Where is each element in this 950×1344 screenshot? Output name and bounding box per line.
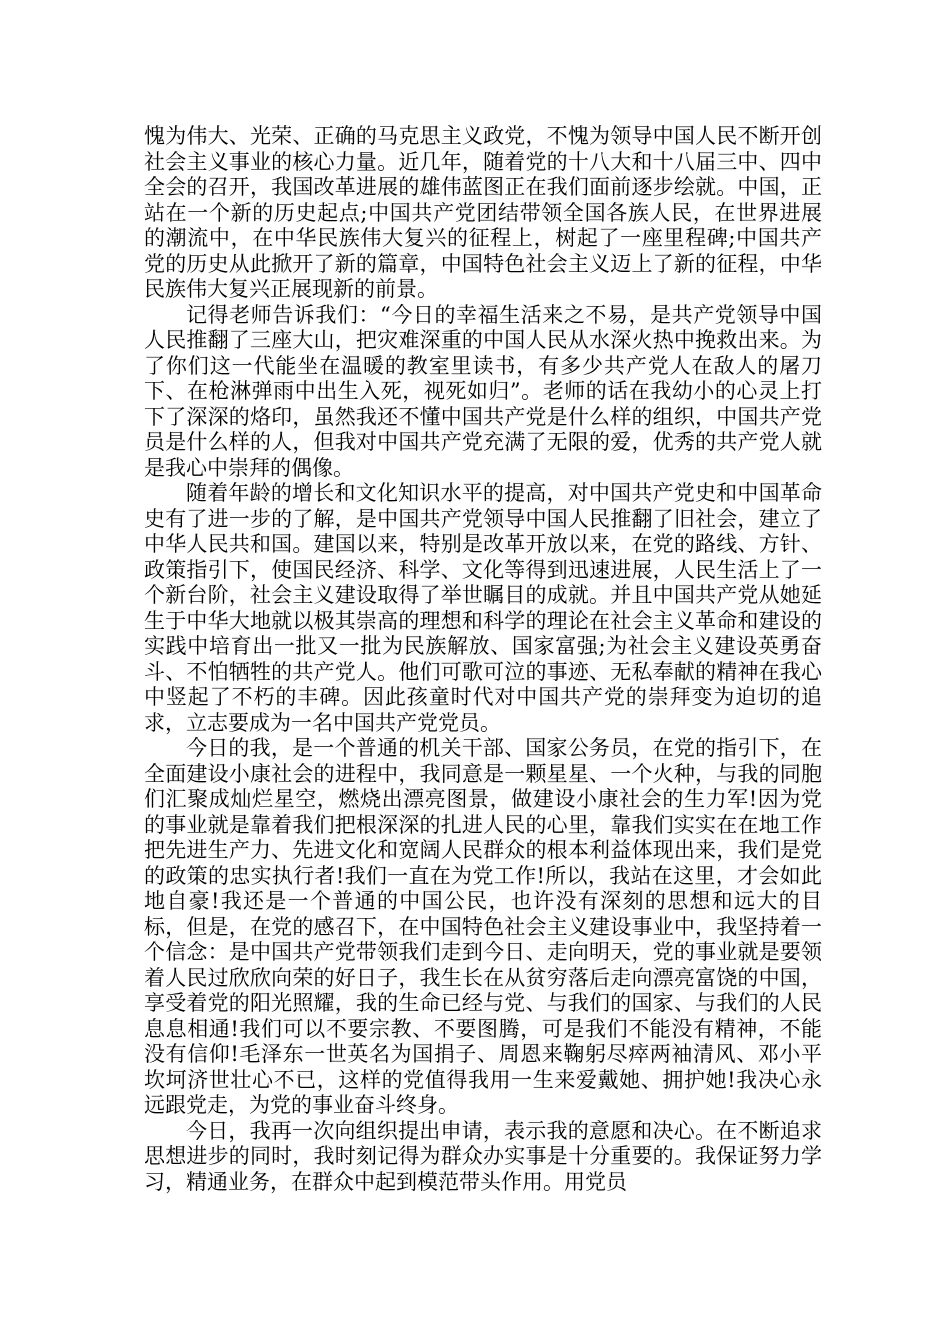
paragraph-2: 记得老师告诉我们：“今日的幸福生活来之不易，是共产党领导中国人民推翻了三座大山，把灾难深重的中国人民从水深火热中挽救出来。为了你们这一代能坐在温暖的教室里读书，有多少共产党人在敌人的屠刀下、在枪淋弹雨中出生入死，视死如归”。老师的话在我幼小的心灵上打下了深深的烙印，虽然我还不懂中国共产党是什么样的组织，中国共产党员是什么样的人，但我对中国共产党充满了无限的爱，优秀的共产党人就是我心中崇拜的偶像。 [144,302,822,480]
paragraph-4: 今日的我，是一个普通的机关干部、国家公务员，在党的指引下，在全面建设小康社会的进程中，我同意是一颗星星、一个火种，与我的同胞们汇聚成灿烂星空，燃烧出漂亮图景，做建设小康社会的生力军!因为党的事业就是靠着我们把根深深的扎进人民的心里，靠我们实实在在地工作把先进生产力、先进文化和宽阔人民群众的根本利益体现出来，我们是党的政策的忠实执行者!我们一直在为党工作!所以，我站在这里，才会如此地自豪!我还是一个普通的中国公民，也许没有深刻的思想和远大的目标，但是，在党的感召下，在中国特色社会主义建设事业中，我坚持着一个信念：是中国共产党带领我们走到今日、走向明天，党的事业就是要领着人民过欣欣向荣的好日子，我生长在从贫穷落后走向漂亮富饶的中国，享受着党的阳光照耀，我的生命已经与党、与我们的国家、与我们的人民息息相通!我们可以不要宗教、不要图腾，可是我们不能没有精神，不能没有信仰!毛泽东一世英名为国捐子、周恩来鞠躬尽瘁两袖清风、邓小平坎坷济世壮心不已，这样的党值得我用一生来爱戴她、拥护她!我决心永远跟党走，为党的事业奋斗终身。 [144,736,822,1117]
paragraph-3: 随着年龄的增长和文化知识水平的提高，对中国共产党史和中国革命史有了进一步的了解，是中国共产党领导中国人民推翻了旧社会，建立了中华人民共和国。建国以来，特别是改革开放以来，在党的路线、方针、政策指引下，使国民经济、科学、文化等得到迅速进展，人民生活上了一个新台阶，社会主义建设取得了举世瞩目的成就。并且中国共产党从她延生于中华大地就以极其崇高的理想和科学的理论在社会主义革命和建设的实践中培育出一批又一批为民族解放、国家富强;为社会主义建设英勇奋斗、不怕牺牲的共产党人。他们可歌可泣的事迹、无私奉献的精神在我心中竖起了不朽的丰碑。因此孩童时代对中国共产党的崇拜变为迫切的追求，立志要成为一名中国共产党党员。 [144,481,822,735]
document-body [144,124,822,1195]
paragraph-1: 愧为伟大、光荣、正确的马克思主义政党，不愧为领导中国人民不断开创社会主义事业的核心力量。近几年，随着党的十八大和十八届三中、四中全会的召开，我国改革进展的雄伟蓝图正在我们面前逐步绘就。中国，正站在一个新的历史起点;中国共产党团结带领全国各族人民，在世界进展的潮流中，在中华民族伟大复兴的征程上，树起了一座里程碑;中国共产党的历史从此掀开了新的篇章，中国特色社会主义迈上了新的征程，中华民族伟大复兴正展现新的前景。 [144,124,822,301]
paragraph-5: 今日，我再一次向组织提出申请，表示我的意愿和决心。在不断追求思想进步的同时，我时刻记得为群众办实事是十分重要的。我保证努力学习，精通业务，在群众中起到模范带头作用。用党员 [144,1118,822,1194]
